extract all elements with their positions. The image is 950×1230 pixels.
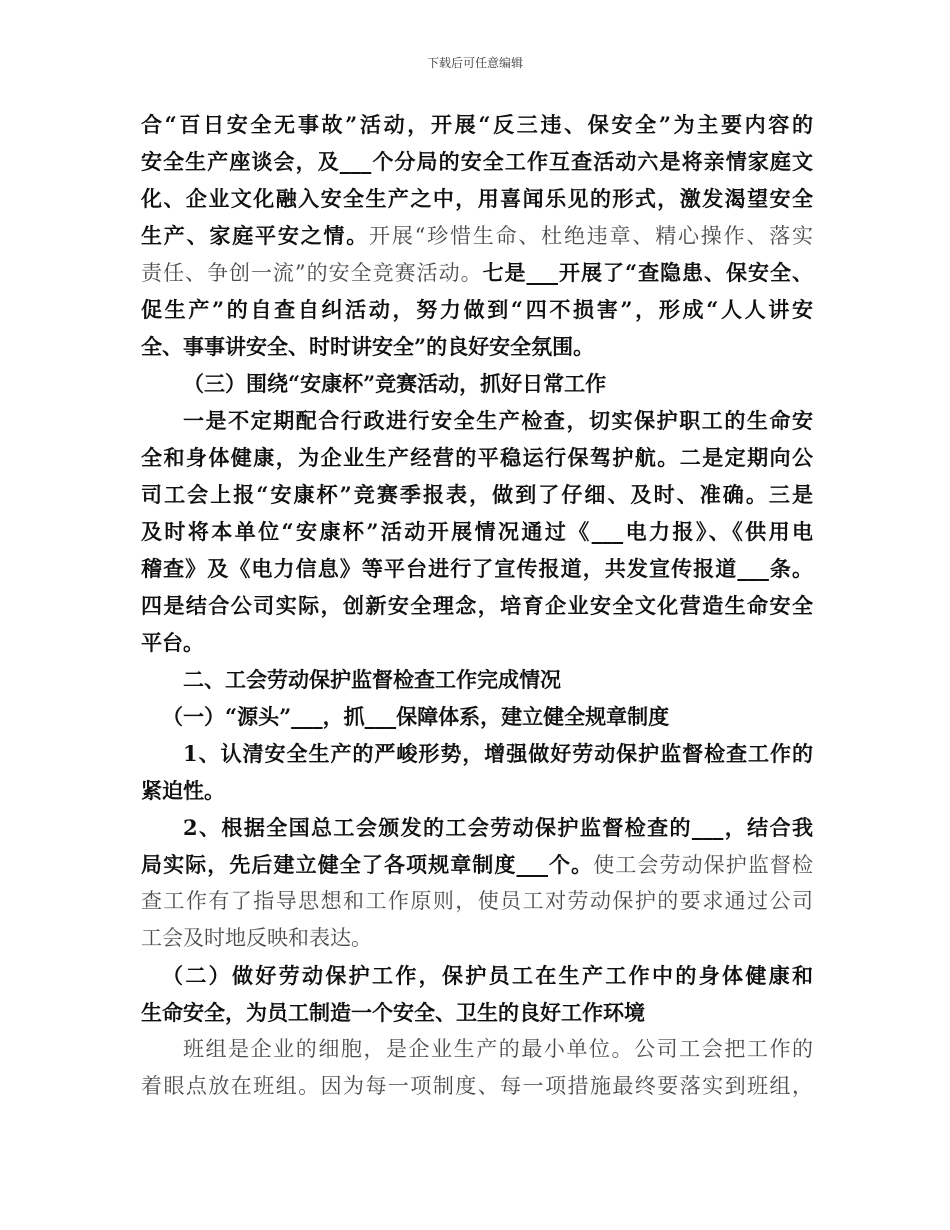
section-heading: （一）“源头”___，抓___保障体系，建立健全规章制度 (162, 704, 670, 729)
text-line: 紧迫性。 (141, 778, 225, 803)
text-line: 促生产”的自查自纠活动，努力做到“四不损害”，形成“人人讲安 (141, 297, 813, 322)
text-line (141, 254, 813, 291)
text-line: 一是不定期配合行政进行安全生产检查，切实保护职工的生命安 (183, 408, 813, 433)
text-line: 及时将本单位“安康杯”活动开展情况通过《___电力报》、《供用电 (141, 519, 813, 544)
text-line: 全和身体健康，为企业生产经营的平稳运行保驾护航。二是定期向公 (141, 445, 813, 470)
text-span: 开展“珍惜生命、杜绝违章、精心操作、落实 (369, 224, 813, 248)
text-line: 稽查》及《电力信息》等平台进行了宣传报道，共发宣传报道___条。 (141, 556, 813, 581)
text-line: 2、根据全国总工会颁发的工会劳动保护监督检查的___，结合我 (183, 815, 813, 840)
section-heading: （二）做好劳动保护工作，保护员工在生产工作中的身体健康和 (162, 963, 813, 988)
text-line (141, 217, 813, 254)
text-line: 合“百日安全无事故”活动，开展“反三违、保安全”为主要内容的 (141, 112, 813, 137)
text-line (141, 846, 813, 883)
text-span: 使工会劳动保护监督检 (593, 853, 813, 877)
section-heading: （三）围绕“安康杯”竞赛活动，抓好日常工作 (183, 371, 607, 396)
text-line: 查工作有了指导思想和工作原则，使员工对劳动保护的要求通过公司 (141, 889, 813, 913)
text-line: 平台。 (141, 630, 204, 655)
text-span: 局实际，先后建立健全了各项规章制度___个。 (141, 852, 594, 877)
text-line: 四是结合公司实际，创新安全理念，培育企业安全文化营造生命安全 (141, 593, 813, 618)
text-line: 全、事事讲安全、时时讲安全”的良好安全氛围。 (141, 334, 595, 359)
section-heading: 生命安全，为员工制造一个安全、卫生的良好工作环境 (141, 1000, 645, 1025)
section-heading: 二、工会劳动保护监督检查工作完成情况 (183, 667, 561, 692)
text-line: 工会及时地反映和表达。 (141, 926, 372, 950)
document-body (141, 106, 813, 1105)
text-line: 着眼点放在班组。因为每一项制度、每一项措施最终要落实到班组， (141, 1074, 813, 1098)
text-span: 七是___开展了“查隐患、保安全、 (482, 260, 813, 285)
text-line: 化、企业文化融入安全生产之中，用喜闻乐见的形式，激发渴望安全 (141, 186, 813, 211)
text-line: 1、认清安全生产的严峻形势，增强做好劳动保护监督检查工作的 (183, 741, 813, 766)
text-line: 司工会上报“安康杯”竞赛季报表，做到了仔细、及时、准确。三是 (141, 482, 813, 507)
text-span: 责任、争创一流”的安全竞赛活动。 (141, 261, 483, 285)
text-span: 生产、家庭平安之情。 (141, 223, 370, 248)
text-line: 班组是企业的细胞，是企业生产的最小单位。公司工会把工作的 (183, 1037, 813, 1061)
text-line: 安全生产座谈会，及___个分局的安全工作互查活动六是将亲情家庭文 (141, 149, 813, 174)
page-header: 下载后可任意编辑 (426, 56, 523, 70)
